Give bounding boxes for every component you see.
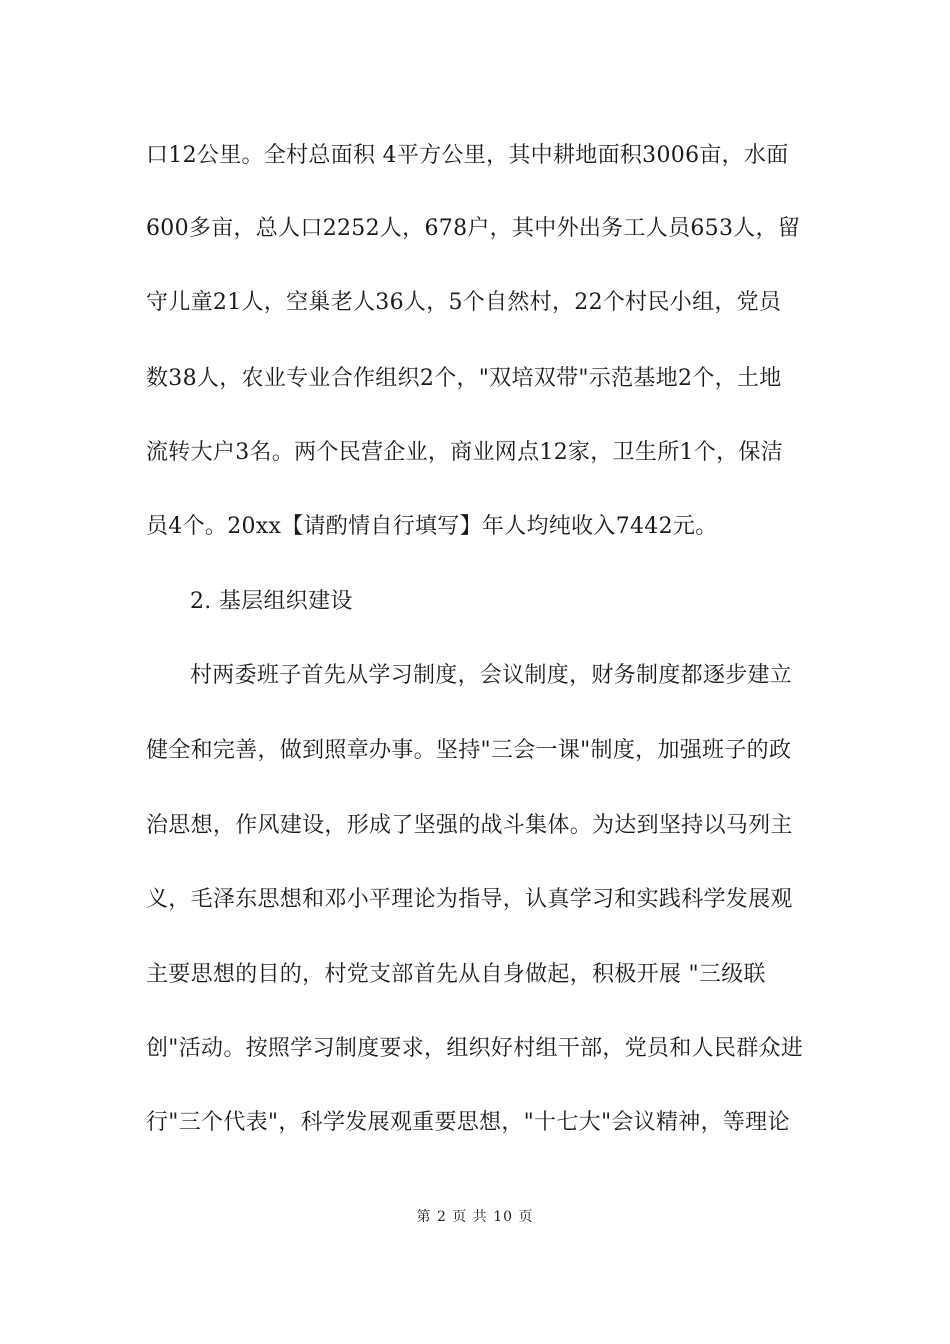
- paragraph-line: 600多亩，总人口2252人，678户，其中外出务工人员653人，留: [146, 216, 801, 241]
- section-heading: 2. 基层组织建设: [190, 589, 353, 614]
- paragraph-line: 健全和完善，做到照章办事。坚持"三会一课"制度，加强班子的政: [146, 738, 792, 763]
- paragraph-line: 数38人，农业专业合作组织2个，"双培双带"示范基地2个，土地: [146, 366, 782, 391]
- paragraph-line: 治思想，作风建设，形成了坚强的战斗集体。为达到坚持以马列主: [146, 813, 793, 838]
- paragraph-line: 员4个。20xx【请酌情自行填写】年人均纯收入7442元。: [146, 514, 718, 539]
- paragraph-line: 义，毛泽东思想和邓小平理论为指导，认真学习和实践科学发展观: [146, 887, 793, 912]
- paragraph-line: 口12公里。全村总面积 4平方公里，其中耕地面积3006亩，水面: [146, 143, 789, 168]
- paragraph-line: 行"三个代表"，科学发展观重要思想，"十七大"会议精神，等理论: [146, 1110, 790, 1135]
- paragraph-line: 守儿童21人，空巢老人36人，5个自然村，22个村民小组，党员: [146, 290, 782, 315]
- paragraph-line: 创"活动。按照学习制度要求，组织好村组干部，党员和人民群众进: [146, 1036, 804, 1061]
- paragraph-line: 村两委班子首先从学习制度，会议制度，财务制度都逐步建立: [190, 663, 793, 688]
- page-number-footer: 第 2 页 共 10 页: [416, 1209, 534, 1225]
- paragraph-line: 流转大户3名。两个民营企业，商业网点12家，卫生所1个，保洁: [146, 440, 783, 465]
- paragraph-line: 主要思想的目的，村党支部首先从自身做起，积极开展 "三级联: [146, 962, 766, 987]
